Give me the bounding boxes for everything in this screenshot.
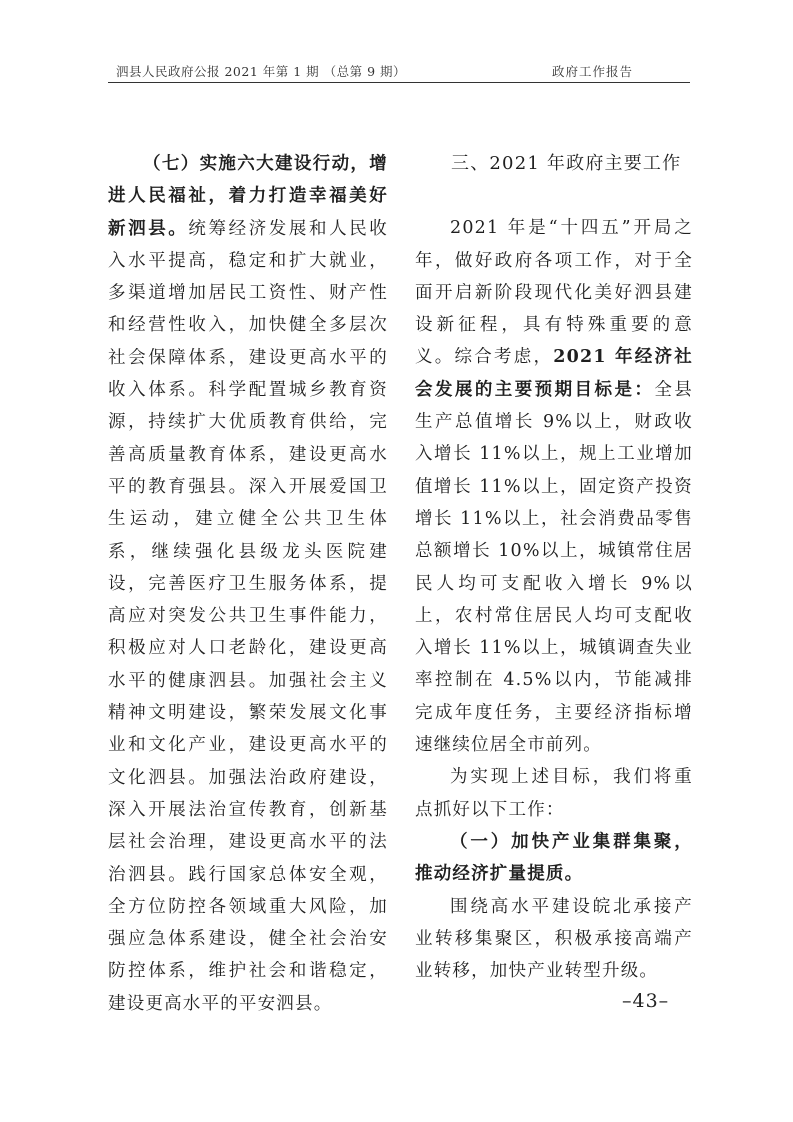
- section-seven-heading: （七）实施六大建设行动，增进人民福祉，着力打造幸福美好新泗县。: [108, 154, 388, 239]
- left-column: [108, 148, 388, 1020]
- work-intro-paragraph: 为实现上述目标，我们将重点抓好以下工作：: [415, 767, 693, 820]
- heading-spacer: [415, 180, 693, 212]
- subsection-one-body: 围绕高水平建设皖北承接产业转移集聚区，积极承接高端产业转移，加快产业转型升级。: [415, 896, 693, 982]
- page-number: –43–: [622, 990, 670, 1012]
- left-paragraph: [108, 148, 388, 1020]
- subsection-one-heading: （一）加快产业集群集聚，推动经济扩量提质。: [415, 831, 693, 885]
- section-three-heading: 三、2021 年政府主要工作: [451, 153, 682, 174]
- right-column: [415, 148, 693, 987]
- goals-bold-label: 2021 年经济社会发展的主要预期目标是：: [415, 347, 693, 400]
- section-seven-body: 统筹经济发展和人民收入水平提高，稳定和扩大就业，多渠道增加居民工资性、财产性和经营性收入，加快健全多层次社会保障体系，建设更高水平的收入体系。科学配置城乡教育资源，持续扩大优质教育供给，完善高质量教育体系，建设更高水平的教育强县。深入开展爱国卫生运动，建立健全公共卫生体系，继续强化县级龙头医院建设，完善医疗卫生服务体系，提高应对突发公共卫生事件能力，积极应对人口老龄化，建设更高水平的健康泗县。加强社会主义精神文明建设，繁荣发展文化事业和文化产业，建设更高水平的文化泗县。加强法治政府建设，深入开展法治宣传教育，创新基层社会治理，建设更高水平的法治泗县。践行国家总体安全观，全方位防控各领域重大风险，加强应急体系建设，健全社会治安防控体系，维护社会和谐稳定，建设更高水平的平安泗县。: [108, 218, 388, 1014]
- goals-intro: 2021 年是“十四五”开局之年，做好政府各项工作，对于全面开启新阶段现代化美好泗县建设新征程，具有特殊重要的意义。综合考虑，: [415, 218, 693, 368]
- header-section-title: 政府工作报告: [552, 64, 634, 79]
- header-publication-title: 泗县人民政府公报 2021 年第 1 期 （总第 9 期）: [116, 64, 407, 79]
- goals-paragraph: [415, 212, 693, 761]
- page-header: [108, 56, 690, 83]
- goals-targets: 全县生产总值增长 9%以上，财政收入增长 11%以上，规上工业增加值增长 11%以上，固定资产投资增长 11%以上，社会消费品零售总额增长 10%以上，城镇常住居民人均可支配收入增长 9%以上，农村常住居民人均可支配收入增长 11%以上，城镇调查失业率控制在 4.5%以内，节能减排完成年度任务，主要经济指标增速继续位居全市前列。: [415, 379, 693, 756]
